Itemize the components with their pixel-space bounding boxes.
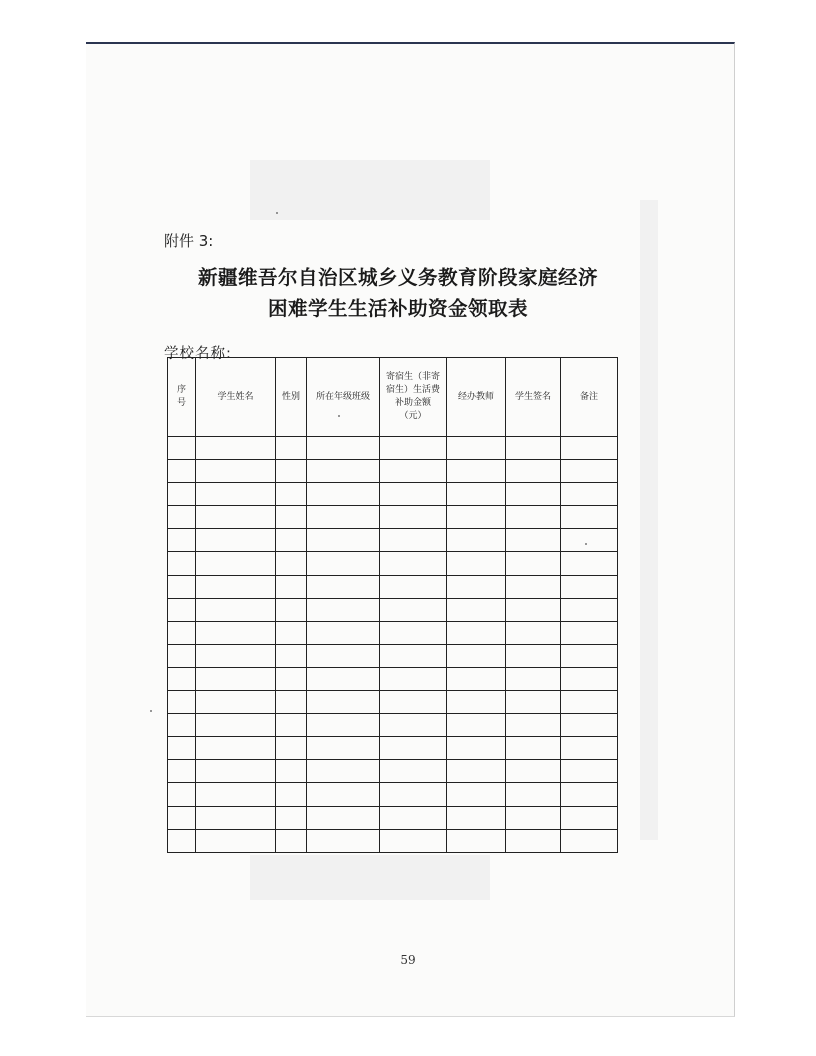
- table-cell: [276, 691, 307, 714]
- table-row: [168, 552, 618, 575]
- table-cell: [447, 621, 506, 644]
- table-cell: [168, 621, 196, 644]
- attachment-label: 附件 3:: [164, 232, 214, 250]
- table-cell: [447, 575, 506, 598]
- table-cell: [506, 437, 561, 460]
- table-cell: [276, 575, 307, 598]
- scan-speck: [585, 543, 587, 545]
- table-cell: [307, 783, 380, 806]
- table-cell: [561, 621, 618, 644]
- table-cell: [196, 783, 276, 806]
- table-cell: [506, 829, 561, 852]
- table-cell: [506, 621, 561, 644]
- table-cell: [380, 737, 447, 760]
- table-row: [168, 691, 618, 714]
- scan-speck: [150, 710, 152, 712]
- table-cell: [447, 460, 506, 483]
- table-cell: [506, 575, 561, 598]
- table-cell: [168, 483, 196, 506]
- table-cell: [168, 552, 196, 575]
- table-cell: [276, 529, 307, 552]
- table-cell: [506, 644, 561, 667]
- table-row: [168, 667, 618, 690]
- table-cell: [168, 506, 196, 529]
- table-cell: [276, 737, 307, 760]
- table-cell: [561, 483, 618, 506]
- table-cell: [447, 644, 506, 667]
- table-cell: [561, 760, 618, 783]
- header-subsidy-amount: 寄宿生（非寄宿生）生活费补助金额（元）: [380, 358, 447, 437]
- table-cell: [380, 691, 447, 714]
- header-handling-teacher: 经办教师: [447, 358, 506, 437]
- table-cell: [561, 460, 618, 483]
- table-cell: [561, 806, 618, 829]
- table-cell: [307, 552, 380, 575]
- table-cell: [276, 714, 307, 737]
- table-cell: [506, 506, 561, 529]
- table-cell: [276, 460, 307, 483]
- table-row: [168, 575, 618, 598]
- table-cell: [447, 529, 506, 552]
- scan-speck: [338, 415, 340, 417]
- table-cell: [561, 737, 618, 760]
- table-row: [168, 737, 618, 760]
- table-row: [168, 644, 618, 667]
- table-cell: [561, 529, 618, 552]
- table-cell: [307, 506, 380, 529]
- table-cell: [447, 737, 506, 760]
- table-cell: [168, 667, 196, 690]
- table-cell: [307, 691, 380, 714]
- table-cell: [447, 760, 506, 783]
- table-row: [168, 483, 618, 506]
- table-cell: [561, 691, 618, 714]
- subsidy-receipt-table: [167, 357, 618, 853]
- table-row: [168, 437, 618, 460]
- table-cell: [168, 691, 196, 714]
- table-cell: [276, 829, 307, 852]
- header-student-name: 学生姓名: [196, 358, 276, 437]
- table-cell: [380, 437, 447, 460]
- table-row: [168, 760, 618, 783]
- table-cell: [276, 760, 307, 783]
- table-cell: [506, 737, 561, 760]
- table-cell: [447, 437, 506, 460]
- table-cell: [307, 598, 380, 621]
- table-cell: [276, 783, 307, 806]
- table-cell: [447, 506, 506, 529]
- table-cell: [506, 691, 561, 714]
- table-cell: [561, 575, 618, 598]
- document-title-line-2: 困难学生生活补助资金领取表: [267, 297, 528, 320]
- table-cell: [196, 460, 276, 483]
- table-cell: [380, 529, 447, 552]
- table-cell: [447, 829, 506, 852]
- table-cell: [506, 460, 561, 483]
- table-cell: [196, 552, 276, 575]
- table-cell: [307, 644, 380, 667]
- table-row: [168, 621, 618, 644]
- table-cell: [168, 737, 196, 760]
- table-cell: [447, 598, 506, 621]
- header-serial-number: 序号: [168, 358, 196, 437]
- table-row: [168, 783, 618, 806]
- table-cell: [447, 783, 506, 806]
- table-cell: [276, 552, 307, 575]
- table-cell: [196, 667, 276, 690]
- table-cell: [380, 460, 447, 483]
- table-cell: [168, 529, 196, 552]
- table-cell: [196, 691, 276, 714]
- show-through-marks: [250, 855, 490, 900]
- table-cell: [307, 575, 380, 598]
- table-cell: [506, 667, 561, 690]
- table-cell: [307, 667, 380, 690]
- table-row: [168, 506, 618, 529]
- table-cell: [447, 714, 506, 737]
- table-cell: [196, 806, 276, 829]
- table-cell: [307, 760, 380, 783]
- header-grade-class: 所在年级班级: [307, 358, 380, 437]
- table-cell: [380, 483, 447, 506]
- table-cell: [380, 829, 447, 852]
- table-cell: [447, 483, 506, 506]
- table-cell: [380, 621, 447, 644]
- table-cell: [196, 644, 276, 667]
- table-cell: [561, 714, 618, 737]
- table-cell: [196, 760, 276, 783]
- table-cell: [506, 714, 561, 737]
- table-cell: [561, 667, 618, 690]
- table-cell: [196, 598, 276, 621]
- table-row: [168, 714, 618, 737]
- document-title-line-1: 新疆维吾尔自治区城乡义务教育阶段家庭经济: [197, 266, 598, 289]
- table-cell: [168, 714, 196, 737]
- table-row: [168, 529, 618, 552]
- table-cell: [506, 806, 561, 829]
- table-cell: [380, 575, 447, 598]
- table-cell: [276, 506, 307, 529]
- table-cell: [168, 644, 196, 667]
- table-cell: [447, 691, 506, 714]
- table-cell: [506, 552, 561, 575]
- table-cell: [447, 552, 506, 575]
- table-header-row: [168, 358, 618, 437]
- scan-speck: [276, 212, 278, 214]
- table-cell: [506, 483, 561, 506]
- table-cell: [380, 667, 447, 690]
- table-cell: [380, 714, 447, 737]
- table-cell: [380, 598, 447, 621]
- table-row: [168, 829, 618, 852]
- table-cell: [196, 621, 276, 644]
- table-cell: [168, 760, 196, 783]
- table-cell: [168, 575, 196, 598]
- table-cell: [447, 806, 506, 829]
- table-cell: [307, 806, 380, 829]
- table-cell: [276, 806, 307, 829]
- table-cell: [380, 783, 447, 806]
- table-cell: [380, 506, 447, 529]
- header-student-signature: 学生签名: [506, 358, 561, 437]
- table-cell: [196, 483, 276, 506]
- header-gender: 性别: [276, 358, 307, 437]
- table-cell: [561, 552, 618, 575]
- table-cell: [506, 783, 561, 806]
- show-through-marks: [250, 160, 490, 220]
- table-body: [168, 437, 618, 853]
- table-cell: [168, 806, 196, 829]
- table-cell: [196, 737, 276, 760]
- table-cell: [380, 552, 447, 575]
- table-cell: [307, 829, 380, 852]
- table-cell: [276, 598, 307, 621]
- table-cell: [561, 644, 618, 667]
- table-cell: [561, 783, 618, 806]
- table-cell: [380, 806, 447, 829]
- table-cell: [307, 714, 380, 737]
- page-number: 59: [400, 953, 416, 967]
- table-cell: [506, 529, 561, 552]
- table-cell: [307, 737, 380, 760]
- table-cell: [506, 598, 561, 621]
- table-cell: [307, 483, 380, 506]
- table-cell: [168, 829, 196, 852]
- table-cell: [168, 460, 196, 483]
- table-cell: [196, 437, 276, 460]
- table-cell: [276, 483, 307, 506]
- table-row: [168, 598, 618, 621]
- table-cell: [561, 829, 618, 852]
- table-cell: [506, 760, 561, 783]
- table-row: [168, 806, 618, 829]
- table-cell: [307, 460, 380, 483]
- table-row: [168, 460, 618, 483]
- table-cell: [168, 783, 196, 806]
- table-cell: [380, 760, 447, 783]
- table-cell: [196, 506, 276, 529]
- table-cell: [276, 667, 307, 690]
- table-cell: [307, 621, 380, 644]
- table-cell: [276, 644, 307, 667]
- table-cell: [276, 621, 307, 644]
- table-cell: [380, 644, 447, 667]
- header-remarks: 备注: [561, 358, 618, 437]
- school-name-label: 学校名称:: [164, 346, 232, 362]
- table-cell: [561, 598, 618, 621]
- table-cell: [307, 437, 380, 460]
- table-cell: [447, 667, 506, 690]
- table-cell: [276, 437, 307, 460]
- table-cell: [196, 575, 276, 598]
- table-cell: [561, 437, 618, 460]
- table-cell: [168, 598, 196, 621]
- table-cell: [561, 506, 618, 529]
- table-cell: [196, 529, 276, 552]
- table-cell: [196, 714, 276, 737]
- table-cell: [168, 437, 196, 460]
- table-cell: [196, 829, 276, 852]
- table-cell: [307, 529, 380, 552]
